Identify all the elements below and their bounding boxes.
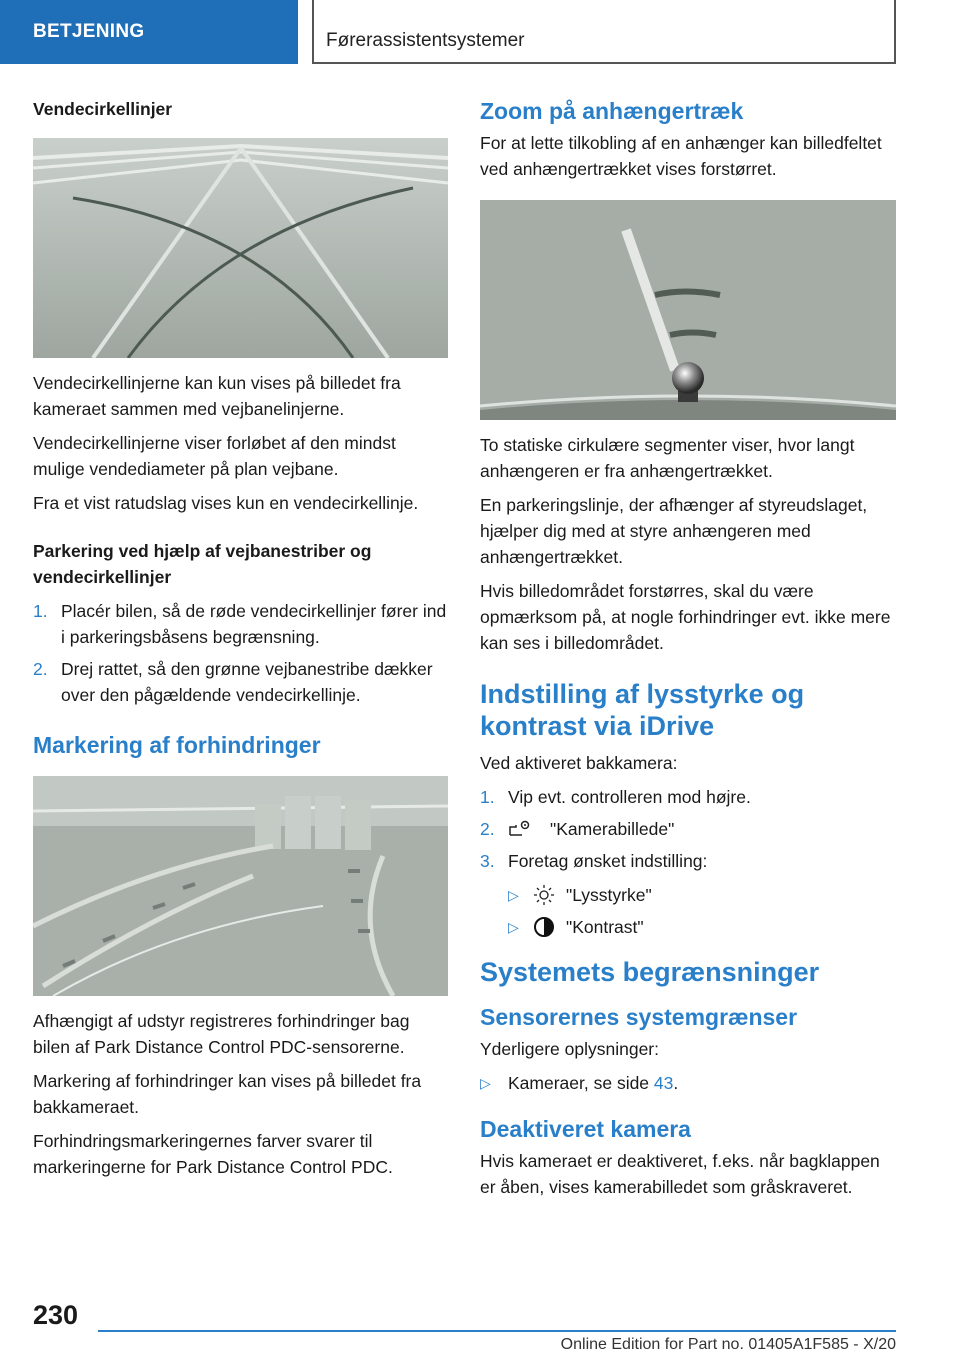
header-section: BETJENING xyxy=(0,0,298,64)
footer-divider xyxy=(98,1330,896,1332)
list-item xyxy=(508,882,896,908)
header-chapter: Førerassistentsystemer xyxy=(312,0,896,64)
step-number: 3. xyxy=(480,851,495,871)
option-text: "Kontrast" xyxy=(566,917,644,937)
more-info-list xyxy=(480,1070,896,1096)
setting-options xyxy=(480,882,896,940)
bullet-triangle-icon: ▷ xyxy=(480,1075,491,1091)
heading-deactivated-camera: Deaktiveret kamera xyxy=(480,1116,691,1142)
step-text: Foretag ønsket indstilling: xyxy=(508,851,708,871)
paragraph: Forhindringsmarkeringernes farver svarer til markeringerne for Park Distance Control PDC. xyxy=(33,1131,393,1177)
paragraph: Yderligere oplysninger: xyxy=(480,1039,659,1059)
heading-sensor-limits: Sensorernes systemgrænser xyxy=(480,1004,798,1030)
list-item xyxy=(33,656,448,708)
paragraph: Afhængigt af udstyr registreres forhindringer bag bilen af Park Distance Control PDC-sensorerne. xyxy=(33,1011,410,1057)
step-text: Drej rattet, så den grønne vejbanestribe dækker over den pågældende vendecirkellinje. xyxy=(61,659,433,705)
heading-obstacles: Markering af forhindringer xyxy=(33,732,321,758)
step-number: 1. xyxy=(33,601,48,621)
step-number: 2. xyxy=(480,819,495,839)
paragraph: Hvis billedområdet forstørres, skal du være opmærksom på, at nogle forhindringer evt. ikke mere kan ses i billedområdet. xyxy=(480,581,891,653)
paragraph: Ved aktiveret bakkamera: xyxy=(480,753,678,773)
paragraph: To statiske cirkulære segmenter viser, hvor langt anhængeren er fra anhængertrækket. xyxy=(480,435,855,481)
obstacle-marking-image xyxy=(33,776,448,996)
paragraph: Fra et vist ratudslag vises kun en vendecirkellinje. xyxy=(33,493,419,513)
bullet-triangle-icon: ▷ xyxy=(508,887,519,903)
paragraph: Vendecirkellinjerne viser forløbet af den mindst mulige vendediameter på plan vejbane. xyxy=(33,433,396,479)
list-item xyxy=(480,848,896,874)
tow-hitch-zoom-image xyxy=(480,200,896,420)
step-number: 1. xyxy=(480,787,495,807)
footer-edition: Online Edition for Part no. 01405A1F585 - X/20 xyxy=(560,1336,896,1353)
option-text: "Lysstyrke" xyxy=(566,885,652,905)
page-number: 230 xyxy=(33,1300,79,1330)
step-text: "Kamerabillede" xyxy=(550,819,675,839)
step-number: 2. xyxy=(33,659,48,679)
paragraph: Hvis kameraet er deaktiveret, f.eks. når bagklappen er åben, vises kamerabilledet som gråskraveret. xyxy=(480,1151,880,1197)
left-column xyxy=(33,96,448,1188)
list-item xyxy=(480,1070,896,1096)
list-item xyxy=(480,816,896,842)
info-suffix: . xyxy=(673,1073,679,1093)
right-column xyxy=(480,96,896,1208)
paragraph: En parkeringslinje, der afhænger af styreudslaget, hjælper dig med at styre anhængeren med anhængertrækket. xyxy=(480,495,868,567)
paragraph: Markering af forhindringer kan vises på billedet fra bakkameraet. xyxy=(33,1071,422,1117)
parking-steps xyxy=(33,598,448,708)
list-item xyxy=(480,784,896,810)
info-text: Kameraer, se side xyxy=(508,1073,654,1093)
contrast-icon xyxy=(532,915,556,939)
heading-parking: Parkering ved hjælp af vejbanestriber og vendecirkellinjer xyxy=(33,541,372,587)
step-text: Vip evt. controlleren mod højre. xyxy=(508,787,751,807)
list-item xyxy=(33,598,448,650)
camera-settings-icon xyxy=(508,817,532,841)
heading-turning-lines: Vendecirkellinjer xyxy=(33,99,173,119)
step-text: Placér bilen, så de røde vendecirkellinjer fører ind i parkeringsbåsens begrænsning. xyxy=(61,601,447,647)
heading-zoom: Zoom på anhængertræk xyxy=(480,98,744,124)
bullet-triangle-icon: ▷ xyxy=(508,919,519,935)
page-link[interactable]: 43 xyxy=(653,1073,674,1093)
idrive-steps xyxy=(480,784,896,874)
brightness-icon xyxy=(532,883,556,907)
paragraph: For at lette tilkobling af en anhænger kan billedfeltet ved anhængertrækket vises forstørret. xyxy=(480,133,882,179)
heading-brightness-contrast: Indstilling af lysstyrke og kontrast via iDrive xyxy=(480,679,805,741)
list-item xyxy=(508,914,896,940)
heading-system-limits: Systemets begrænsninger xyxy=(480,957,820,987)
turning-lines-image xyxy=(33,138,448,358)
paragraph: Vendecirkellinjerne kan kun vises på billedet fra kameraet sammen med vejbanelinjerne. xyxy=(33,373,401,419)
